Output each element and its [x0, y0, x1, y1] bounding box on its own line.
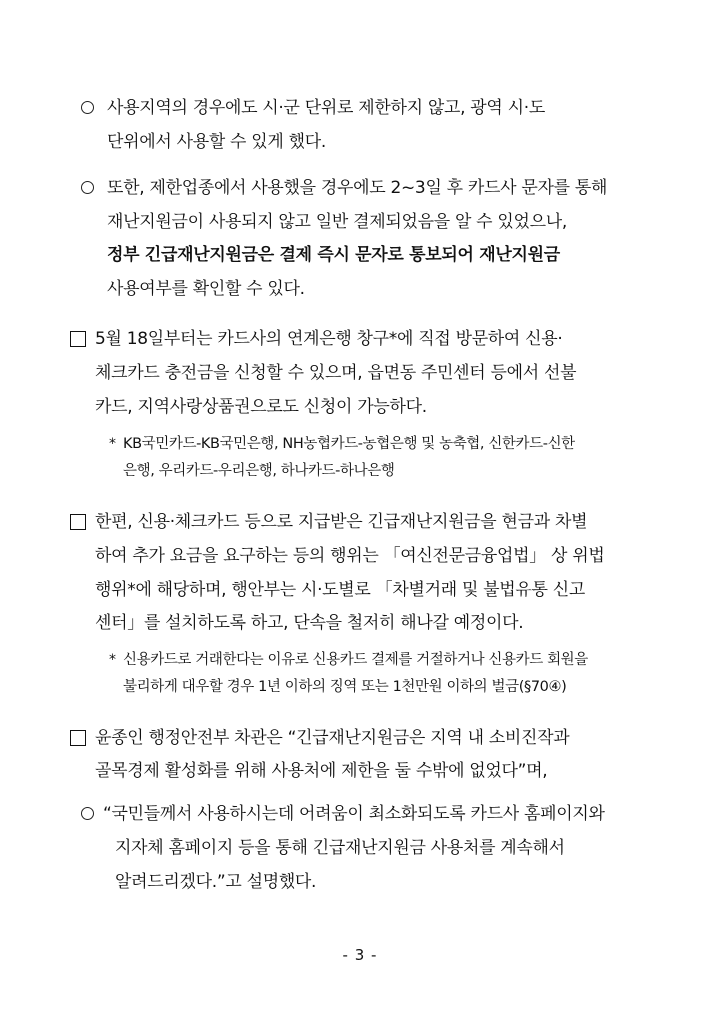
footnote-line — [123, 675, 566, 699]
paragraph-line — [95, 759, 547, 783]
paragraph-line — [107, 243, 560, 267]
line-text: 사용여부를 확인할 수 있다. — [107, 279, 305, 299]
line-text: 신용카드로 거래한다는 이유로 신용카드 결제를 거절하거나 신용카드 회원을 — [123, 652, 588, 668]
page-number: - 3 - — [342, 946, 378, 964]
paragraph-line — [95, 361, 576, 385]
footnote-line — [123, 648, 588, 672]
circle-bullet — [81, 101, 94, 114]
paragraph-line — [115, 870, 316, 894]
square-bullet — [70, 514, 86, 530]
line-text: KB국민카드-KB국민은행, NH농협카드-농협은행 및 농축협, 신한카드-신한 — [123, 436, 575, 452]
footnote-star: * — [109, 436, 116, 452]
paragraph-line — [115, 836, 565, 860]
line-text: “국민들께서 사용하시는데 어려움이 최소화되도록 카드사 홈페이지와 — [103, 804, 605, 824]
paragraph-line — [95, 726, 569, 750]
paragraph-line — [107, 130, 326, 154]
square-bullet — [70, 331, 86, 347]
paragraph-line — [95, 510, 587, 534]
circle-bullet — [81, 181, 94, 194]
line-text: 또한, 제한업종에서 사용했을 경우에도 2~3일 후 카드사 문자를 통해 — [107, 178, 608, 198]
line-text: 사용지역의 경우에도 시·군 단위로 제한하지 않고, 광역 시·도 — [107, 98, 545, 118]
paragraph-line — [95, 327, 563, 351]
line-text: 한편, 신용·체크카드 등으로 지급받은 긴급재난지원금을 현금과 차별 — [95, 512, 588, 532]
line-text: 알려드리겠다.”고 설명했다. — [115, 872, 317, 892]
line-text: 윤종인 행정안전부 차관은 “긴급재난지원금은 지역 내 소비진작과 — [95, 728, 570, 748]
line-text: 불리하게 대우할 경우 1년 이하의 징역 또는 1천만원 이하의 벌금(§70④) — [123, 679, 567, 695]
line-text: 하여 추가 요금을 요구하는 등의 행위는 「여신전문금융업법」 상 위법 — [95, 546, 605, 566]
paragraph-line — [107, 210, 567, 234]
paragraph-line — [95, 578, 585, 602]
square-bullet — [70, 730, 86, 746]
line-text: 지자체 홈페이지 등을 통해 긴급재난지원금 사용처를 계속해서 — [115, 838, 565, 858]
line-text: 은행, 우리카드-우리은행, 하나카드-하나은행 — [123, 463, 395, 479]
circle-bullet — [81, 807, 94, 820]
line-text: 카드, 지역사랑상품권으로도 신청이 가능하다. — [95, 397, 427, 417]
paragraph-line — [103, 802, 605, 826]
paragraph-line — [95, 395, 427, 419]
paragraph-line — [107, 96, 545, 120]
line-text: 재난지원금이 사용되지 않고 일반 결제되었음을 알 수 있었으나, — [107, 212, 568, 232]
footnote-star: * — [109, 652, 116, 668]
line-text: 센터」를 설치하도록 하고, 단속을 철저히 해나갈 예정이다. — [95, 613, 524, 633]
line-text: 골목경제 활성화를 위해 사용처에 제한을 둘 수밖에 없었다”며, — [95, 761, 548, 781]
line-text: 체크카드 충전금을 신청할 수 있으며, 읍면동 주민센터 등에서 선불 — [95, 363, 577, 383]
footnote-line — [123, 432, 575, 456]
paragraph-line — [95, 611, 523, 635]
line-text: 단위에서 사용할 수 있게 했다. — [107, 132, 326, 152]
paragraph-line — [95, 544, 605, 568]
line-text: 행위*에 해당하며, 행안부는 시·도별로 「차별거래 및 불법유통 신고 — [95, 580, 586, 600]
footnote-line — [123, 459, 394, 483]
paragraph-line — [107, 176, 607, 200]
line-text: 정부 긴급재난지원금은 결제 즉시 문자로 통보되어 재난지원금 — [107, 245, 560, 265]
paragraph-line — [107, 277, 305, 301]
line-text: 5월 18일부터는 카드사의 연계은행 창구*에 직접 방문하여 신용· — [95, 329, 563, 349]
